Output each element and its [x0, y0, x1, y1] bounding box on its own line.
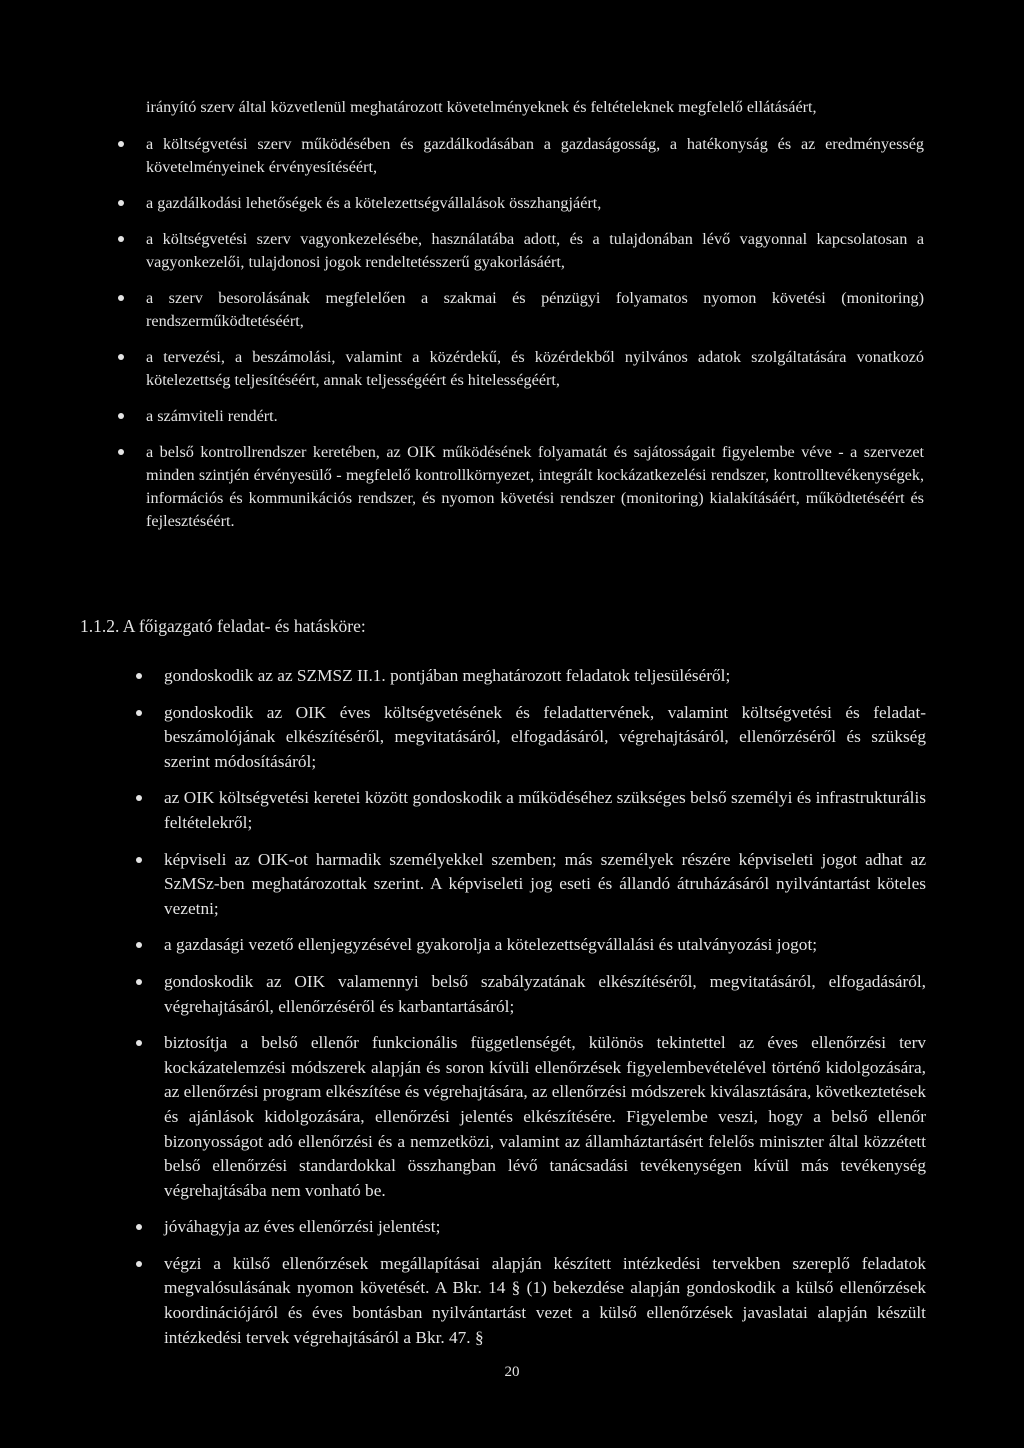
list-item — [164, 1215, 926, 1240]
list-item-text: jóváhagyja az éves ellenőrzési jelentést; — [164, 1217, 441, 1237]
list-item — [164, 848, 926, 922]
list-item-text: képviseli az OIK-ot harmadik személyekkel szemben; más személyek részére képviseleti jogot adhat az SzMSz-ben meghatározottak szerint. A képviseleti jog eseti és állandó átruházásáról nyilvántartást köteles vezetni; — [164, 849, 926, 918]
bullet-icon — [136, 795, 142, 801]
list-item-text: a belső kontrollrendszer keretében, az OIK működésének folyamatát és sajátosságait figyelembe véve - a szervezet minden szintjén érvényesülő - megfelelő kontrollkörnyezet, integrált kockázatkezelési rendszer, kontrolltevékenységek, információs és kommunikációs rendszer, és nyomon követési rendszer (monitoring) kialakításáért, működtetéséért és fejlesztéséért. — [146, 443, 924, 530]
bullet-icon — [136, 857, 142, 863]
bullet-icon — [136, 979, 142, 985]
bullet-icon — [136, 942, 142, 948]
list-item-text: a szerv besorolásának megfelelően a szakmai és pénzügyi folyamatos nyomon követési (monitoring) rendszerműködtetéséért, — [146, 289, 924, 330]
bullet-icon — [118, 413, 124, 419]
list-item-text: a gazdálkodási lehetőségek és a kötelezettségvállalások összhangjáért, — [146, 194, 602, 212]
section-heading: 1.1.2. A főigazgató feladat- és hatásköre: — [80, 616, 366, 636]
page-number: 20 — [504, 1364, 520, 1380]
bullet-icon — [118, 141, 124, 147]
bullet-icon — [118, 295, 124, 301]
director-duties-block — [164, 664, 926, 1362]
list-item — [146, 287, 924, 333]
list-item — [146, 133, 924, 179]
list-item — [164, 664, 926, 689]
responsibilities-list — [146, 133, 924, 533]
list-item — [164, 933, 926, 958]
bullet-icon — [136, 673, 142, 679]
list-item — [146, 192, 924, 215]
list-item — [146, 346, 924, 392]
list-item-text: a tervezési, a beszámolási, valamint a közérdekű, és közérdekből nyilvános adatok szolgáltatására vonatkozó kötelezettség teljesítéséért, annak teljességéért és hitelességéért, — [146, 348, 924, 389]
list-item — [146, 441, 924, 533]
bullet-icon — [136, 1040, 142, 1046]
bullet-icon — [118, 200, 124, 206]
list-item-text: a gazdasági vezető ellenjegyzésével gyakorolja a kötelezettségvállalási és utalványozási jogot; — [164, 935, 818, 955]
list-item-text: gondoskodik az az SZMSZ II.1. pontjában meghatározott feladatok teljesüléséről; — [164, 666, 731, 685]
bullet-icon — [118, 449, 124, 455]
list-item — [164, 701, 926, 775]
responsibilities-block — [146, 96, 924, 546]
bullet-icon — [136, 710, 142, 716]
intro-paragraph: irányító szerv által közvetlenül meghatározott követelményeknek és feltételeknek megfelelő ellátásáért, — [146, 98, 817, 116]
list-item — [164, 1031, 926, 1203]
list-item — [164, 1252, 926, 1350]
bullet-icon — [118, 354, 124, 360]
list-item-text: biztosítja a belső ellenőr funkcionális függetlenségét, különös tekintettel az éves ellenőrzési terv kockázatelemzési módszerek alapján és soron kívüli ellenőrzések figyelembevételével történő kidolgozására, az ellenőrzési program elkészítése és végrehajtására, az ellenőrzési módszerek kiválasztására, következtetések és ajánlások kidolgozására, ellenőrzési jelentés elkészítésére. Figyelembe veszi, hogy a belső ellenőr bizonyosságot adó ellenőrzési és a nemzetközi, valamint az államháztartásért felelős miniszter által közzétett belső ellenőrzési standardokkal összhangban lévő tanácsadási tevékenységen kívül más tevékenység végrehajtásába nem vonható be. — [164, 1033, 926, 1200]
list-item-text: végzi a külső ellenőrzések megállapításai alapján készített intézkedési tervekben szereplő feladatok megvalósulásának nyomon követését. A Bkr. 14 § (1) bekezdése alapján gondoskodik a külső ellenőrzések koordinációjáról és éves bontásban nyilvántartást vezet a külső ellenőrzések javaslatai alapján készült intézkedési tervek végrehajtásáról a Bkr. 47. § — [164, 1253, 926, 1347]
bullet-icon — [118, 236, 124, 242]
list-item-text: gondoskodik az OIK valamennyi belső szabályzatának elkészítéséről, megvitatásáról, elfogadásáról, végrehajtásáról, ellenőrzéséről és karbantartásáról; — [164, 971, 926, 1016]
list-item — [146, 228, 924, 274]
list-item — [164, 786, 926, 835]
director-duties-list — [164, 664, 926, 1350]
bullet-icon — [136, 1224, 142, 1230]
list-item-text: a költségvetési szerv vagyonkezelésébe, használatába adott, és a tulajdonában lévő vagyonnal kapcsolatosan a vagyonkezelői, tulajdonosi jogok rendeltetésszerű gyakorlásáért, — [146, 230, 924, 271]
list-item-text: az OIK költségvetési keretei között gondoskodik a működéséhez szükséges belső személyi és infrastrukturális feltételekről; — [164, 788, 926, 832]
list-item-text: gondoskodik az OIK éves költségvetésének és feladattervének, valamint költségvetési és feladat-beszámolójának elkészítéséről, megvitatásáról, elfogadásáról, végrehajtásáról, ellenőrzéséről és szükség szerint módosításáról; — [164, 702, 926, 771]
bullet-icon — [136, 1261, 142, 1267]
list-item-text: a költségvetési szerv működésében és gazdálkodásában a gazdaságosság, a hatékonyság és az eredményesség követelményeinek érvényesítéséért, — [146, 135, 924, 176]
list-item — [164, 970, 926, 1019]
list-item — [146, 405, 924, 428]
list-item-text: a számviteli rendért. — [146, 407, 278, 425]
